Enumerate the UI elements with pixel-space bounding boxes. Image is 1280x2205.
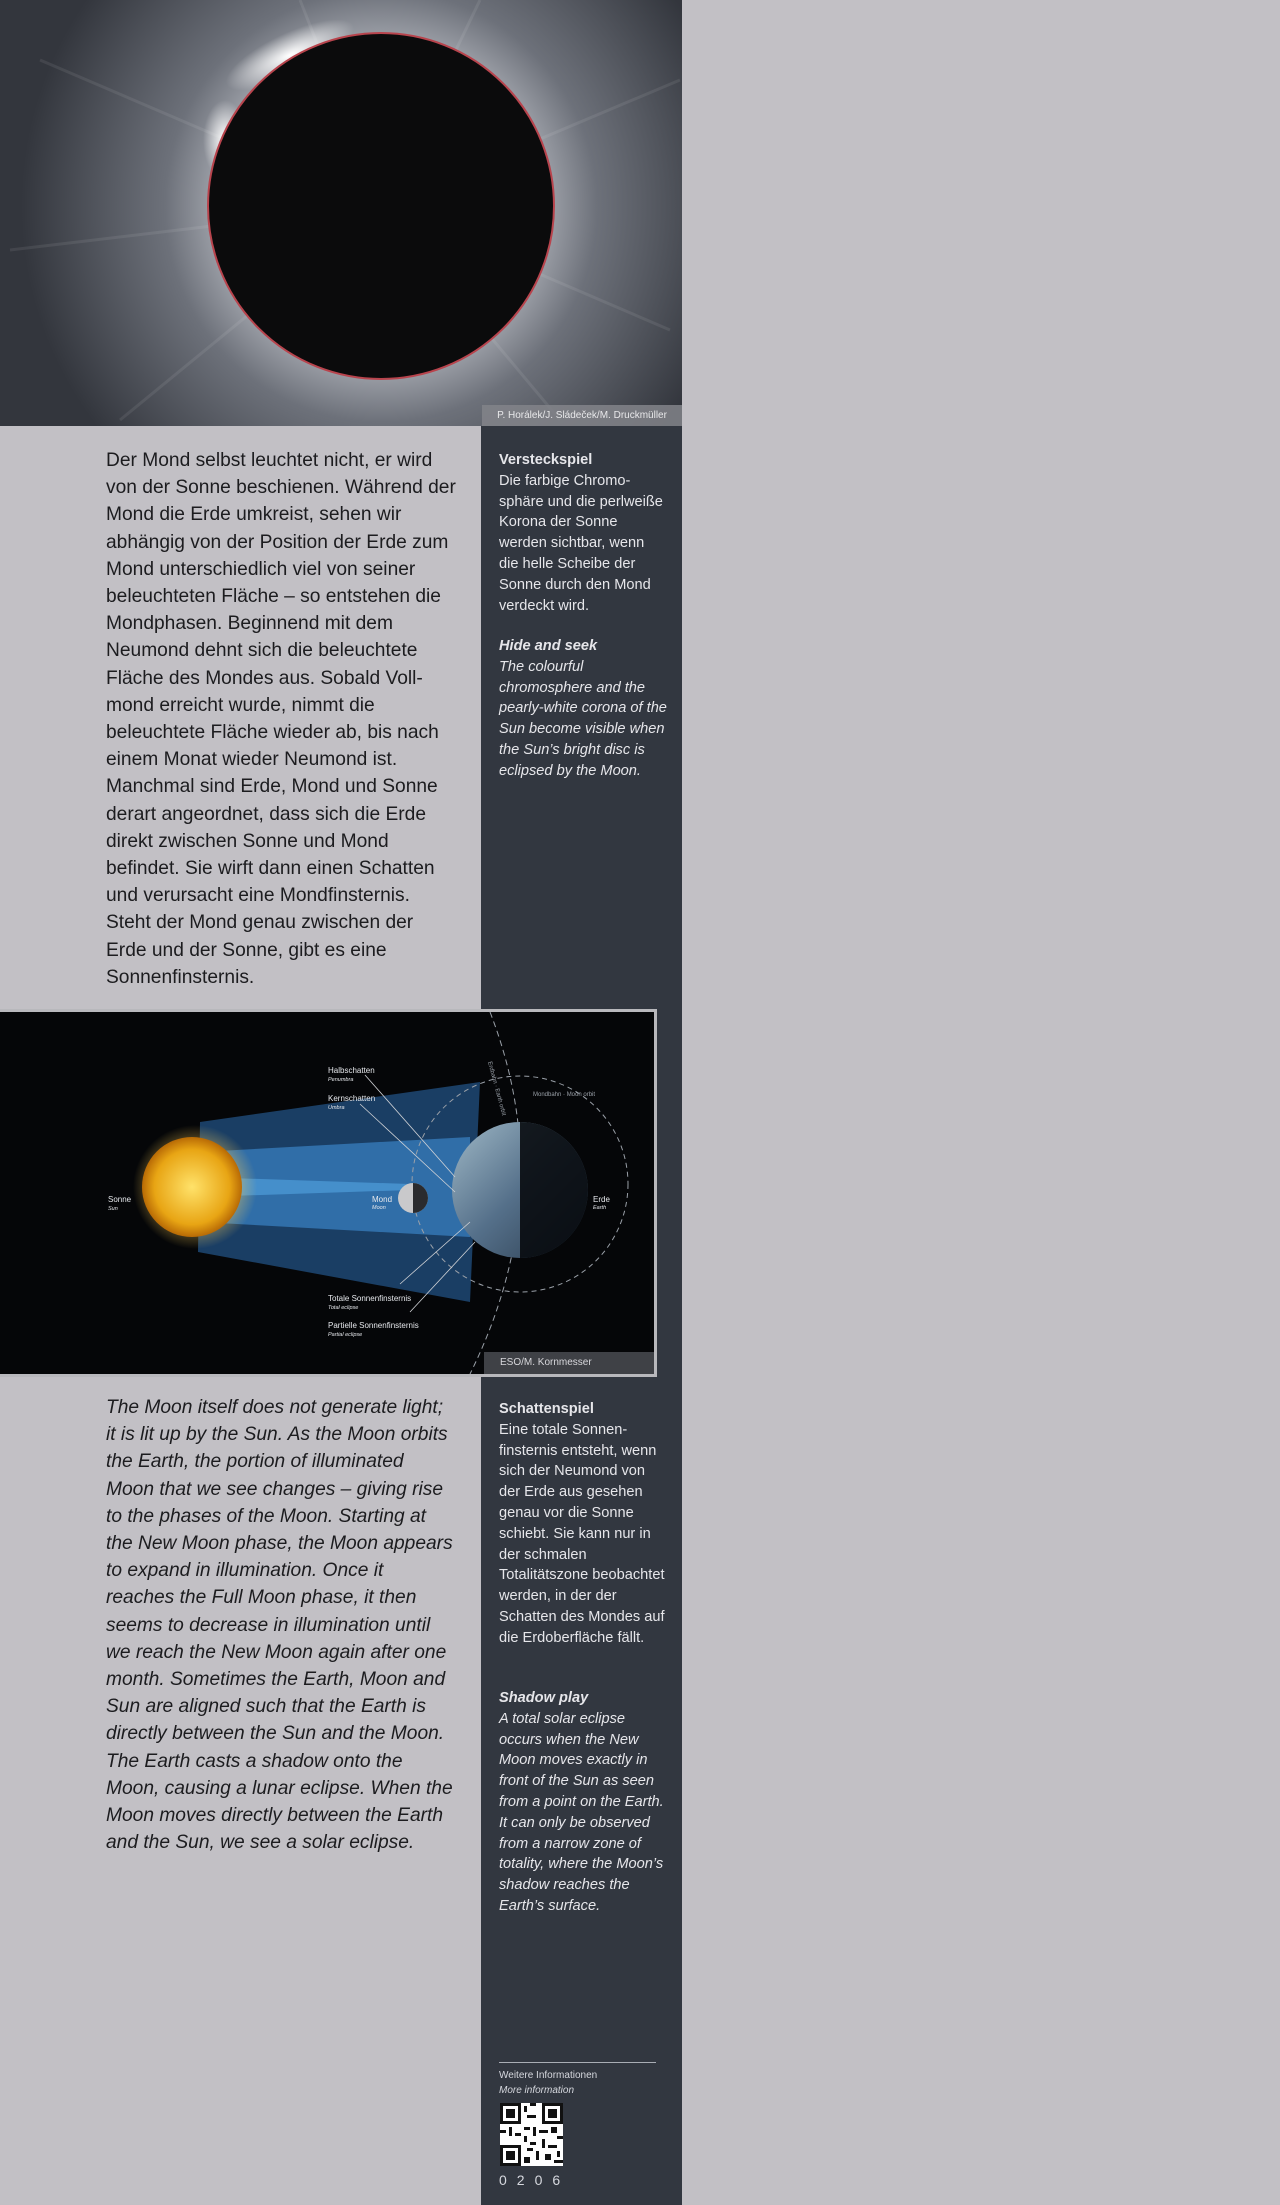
qr-code[interactable] [500,2103,563,2166]
sidebar-text: Eine totale Sonnenfinsternis entsteht, wenn sich der Neumond von der Erde aus gesehen genau vor die Sonne schiebt. Sie kann nur in der schmalen Totalitätszone beobachtet werden, in der der Schatten des Mondes auf die Erdoberfläche fällt. [499,1421,665,1646]
more-info-label-de: Weitere Informationen [499,2070,598,2081]
label-umbra: Umbra [328,1105,345,1111]
sidebar-heading: Versteckspiel [499,452,593,468]
label-erde: Erde [593,1195,610,1204]
sidebar-heading: Schattenspiel [499,1401,594,1417]
label-halbschatten: Halbschatten [328,1066,375,1075]
eclipse-diagram [0,1012,654,1374]
body-text-german: Der Mond selbst leuchtet nicht, er wird von der Sonne beschienen. Während der Mond die Erde umkreist, sehen wir abhängig von der Position der Erde zum Mond unterschiedlich viel von seiner beleuchteten Fläche – so entstehen die Mondphasen. Beginnend mit dem Neumond dehnt sich die beleuchtete Fläche des Mondes aus. Sobald Vollmond erreicht wurde, nimmt die beleuchtete Fläche wieder ab, bis nach einem Monat wieder Neumond ist. Manchmal sind Erde, Mond und Sonne derart angeordnet, dass sich die Erde direkt zwischen Sonne und Mond befindet. Sie wirft dann einen Schatten und verursacht eine Mondfinsternis. Steht der Mond genau zwischen der Erde und der Sonne, gibt es eine Sonnenfinsternis. [106,450,456,988]
label-kernschatten: Kernschatten [328,1094,376,1103]
more-info-label-en: More information [499,2085,575,2096]
label-sun: Sun [108,1206,118,1212]
diagram-credit: ESO/M. Kornmesser [484,1352,654,1374]
label-moon-orbit: Mondbahn · Moon orbit [533,1092,596,1098]
label-partial-eclipse: Partial eclipse [328,1332,363,1338]
label-moon: Moon [372,1205,386,1211]
sidebar-heading: Hide and seek [499,638,598,654]
sidebar-text: Die farbige Chromosphäre und die perlweiße Korona der Sonne werden sichtbar, wenn die helle Scheibe der Sonne durch den Mond verdeckt wird. [499,472,663,614]
sidebar-text: A total solar eclipse occurs when the New Moon moves exactly in front of the Sun as seen from a point on the Earth. It can only be observed from a narrow zone of totality, where the Moon’s shadow reaches the Earth’s surface. [499,1710,664,1914]
photo-credit: P. Horálek/J. Sládeček/M. Druckmüller [482,405,682,426]
qr-code-icon [500,2103,563,2166]
divider [499,2062,656,2063]
sidebar-box-hide-seek-en [499,636,667,782]
label-penumbra: Penumbra [328,1077,354,1083]
label-sonne: Sonne [108,1195,132,1204]
exhibit-code: 0206 [499,2172,571,2188]
label-total-eclipse: Total eclipse [328,1305,359,1311]
sidebar-box-shadow-play-de [499,1399,667,1649]
sidebar-box-shadow-play-en [499,1688,667,1917]
sidebar-text: The colourful chromosphere and the pearly-white corona of the Sun become visible when the Sun’s bright disc is eclipsed by the Moon. [499,658,667,779]
label-mond: Mond [372,1195,393,1204]
eclipse-corona-image [0,0,682,426]
label-partielle: Partielle Sonnenfinsternis [328,1321,419,1330]
eclipse-photo [0,0,682,426]
sidebar-heading: Shadow play [499,1690,589,1706]
eclipse-diagram-svg [0,1012,654,1374]
label-totale: Totale Sonnenfinsternis [328,1294,412,1303]
sidebar-box-hide-seek-de [499,450,667,616]
label-earth-orbit: Erdbahn · Earth orbit [486,1060,507,1117]
body-text-english: The Moon itself does not generate light; it is lit up by the Sun. As the Moon orbits the Earth, the portion of illuminated Moon that we see changes – giving rise to the phases of the Moon. Starting at the New Moon phase, the Moon appears to expand in illumination. Once it reaches the Full Moon phase, it then seems to decrease in illumination until we reach the New Moon again after one month. Sometimes the Earth, Moon and Sun are aligned such that the Earth is directly between the Sun and the Moon. The Earth casts a shadow onto the Moon, causing a lunar eclipse. When the Moon moves directly between the Earth and the Sun, we see a solar eclipse. [106,1397,453,1854]
sun [142,1137,242,1237]
label-earth: Earth [593,1205,607,1211]
